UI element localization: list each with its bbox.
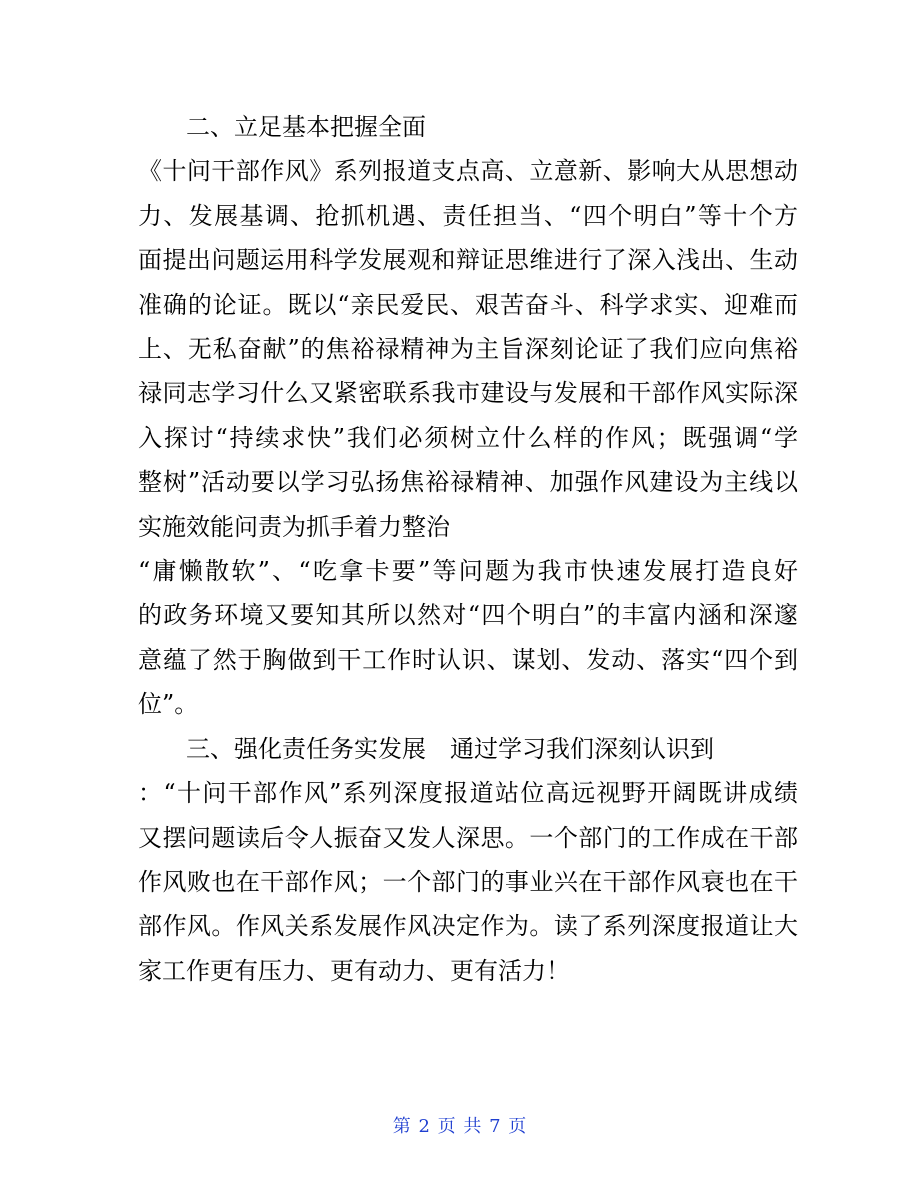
paragraph-line: 又摆问题读后令人振奋又发人深思。一个部门的工作成在干部 [138,823,798,852]
paragraph-line: 上、无私奋献”的焦裕禄精神为主旨深刻论证了我们应向焦裕 [138,335,798,364]
paragraph-line: 家工作更有压力、更有动力、更有活力！ [138,956,570,985]
page-footer: 第 2 页 共 7 页 [392,1116,528,1137]
paragraph-line: 《十问干部作风》系列报道支点高、立意新、影响大从思想动 [138,157,798,186]
paragraph-line: 面提出问题运用科学发展观和辩证思维进行了深入浅出、生动 [138,246,798,275]
paragraph-line: 作风败也在干部作风；一个部门的事业兴在干部作风衰也在干 [138,867,798,896]
section-heading: 二、立足基本把握全面 [186,113,426,141]
paragraph-line: 准确的论证。既以“亲民爱民、艰苦奋斗、科学求实、迎难而 [138,290,798,319]
paragraph-line: 的政务环境又要知其所以然对“四个明白”的丰富内涵和深邃 [138,601,798,630]
paragraph-line: 入探讨“持续求快”我们必须树立什么样的作风；既强调“学 [138,423,798,452]
paragraph-line: 整树”活动要以学习弘扬焦裕禄精神、加强作风建设为主线以 [138,468,798,497]
paragraph-line: “庸懒散软”、“吃拿卡要”等问题为我市快速发展打造良好 [138,557,798,586]
paragraph-line: 力、发展基调、抢抓机遇、责任担当、“四个明白”等十个方 [138,201,798,230]
paragraph-line: 位”。 [138,690,199,719]
paragraph-line: 禄同志学习什么又紧密联系我市建设与发展和干部作风实际深 [138,379,798,408]
paragraph-line: 意蕴了然于胸做到干工作时认识、谋划、发动、落实“四个到 [138,645,798,674]
paragraph-line: 部作风。作风关系发展作风决定作为。读了系列深度报道让大 [138,912,798,941]
paragraph-line: ：“十问干部作风”系列深度报道站位高远视野开阔既讲成绩 [138,779,798,808]
paragraph-line: 实施效能问责为抓手着力整治 [138,512,450,541]
document-body [138,105,798,993]
section-heading: 三、强化责任务实发展 通过学习我们深刻认识到 [186,734,714,763]
